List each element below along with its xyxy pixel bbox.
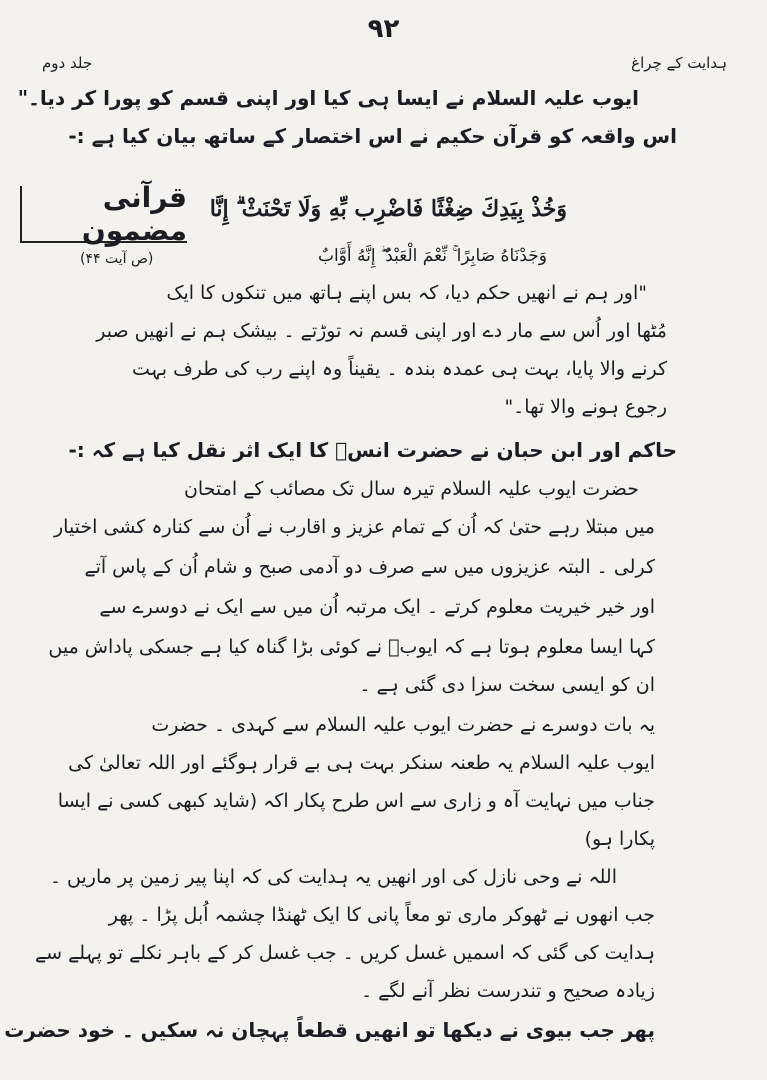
text-line: ایوب علیہ السلام نے ایسا ہی کیا اور اپنی قسم کو پورا کر دیا۔": [17, 86, 639, 110]
translation-line: کرنے والا پایا، بہت ہی عمدہ بندہ ۔ یقیناً وہ اپنے رب کی طرف بہت: [131, 358, 667, 380]
paragraph-line: ہدایت کی گئی کہ اسمیں غسل کریں ۔ جب غسل کر کے باہر نکلے تو پہلے سے: [35, 942, 655, 964]
verse-line: وَجَدْنَاهُ صَابِرًا ۚ نِّعْمَ الْعَبْدُ ۖ إِنَّهُ أَوَّابٌ: [317, 246, 547, 266]
paragraph-line: یہ بات دوسرے نے حضرت ایوب علیہ السلام سے کہدی ۔ حضرت: [151, 714, 655, 736]
translation-line: "اور ہم نے انھیں حکم دیا، کہ بس اپنے ہاتھ میں تنکوں کا ایک: [166, 282, 647, 304]
section-heading-quranic-subject: قرآنی مضمون: [20, 186, 187, 243]
translation-line: رجوع ہونے والا تھا۔": [504, 396, 667, 418]
paragraph-line: اللہ نے وحی نازل کی اور انھیں یہ ہدایت کی کہ اپنا پیر زمین پر ماریں ۔: [49, 866, 617, 888]
paragraph-line: اور خیر خیریت معلوم کرتے ۔ ایک مرتبہ اُن میں سے ایک نے دوسرے سے: [99, 596, 655, 618]
narration-heading: حاکم اور ابن حبان نے حضرت انسؓ کا ایک اثر نقل کیا ہے کہ :-: [68, 438, 677, 462]
paragraph-line: کہا ایسا معلوم ہوتا ہے کہ ایوبؑ نے کوئی بڑا گناہ کیا ہے جسکی پاداش میں: [48, 636, 655, 658]
running-head-book-title: ہدایت کے چراغ: [631, 54, 727, 72]
paragraph-line: کرلی ۔ البتہ عزیزوں میں سے صرف دو آدمی صبح و شام اُن کے پاس آتے: [84, 556, 655, 578]
verse-reference: (ص آیت ۴۴): [80, 251, 154, 267]
translation-line: مُٹھا اور اُس سے مار دے اور اپنی قسم نہ توڑتے ۔ بیشک ہم نے انھیں صبر: [96, 320, 667, 342]
paragraph-line: جب انھوں نے ٹھوکر ماری تو معاً پانی کا ایک ٹھنڈا چشمہ اُبل پڑا ۔ پھر: [108, 904, 655, 926]
running-head-volume: جلد دوم: [42, 54, 93, 72]
page-number: ۹۲: [367, 14, 400, 44]
paragraph-line: ان کو ایسی سخت سزا دی گئی ہے ۔: [359, 674, 655, 696]
paragraph-line: میں مبتلا رہے حتیٰ کہ اُن کے تمام عزیز و اقارب نے اُن سے کنارہ کشی اختیار: [53, 516, 655, 538]
paragraph-line: جناب میں نہایت آہ و زاری سے اس طرح پکار اکہ (شاید کبھی کسی نے ایسا: [57, 790, 655, 812]
paragraph-line: پھر جب بیوی نے دیکھا تو انھیں قطعاً پہچان نہ سکیں ۔ خود حضرت: [4, 1018, 655, 1042]
paragraph-line: حضرت ایوب علیہ السلام تیرہ سال تک مصائب کے امتحان: [183, 478, 639, 500]
paragraph-line: زیادہ صحیح و تندرست نظر آنے لگے ۔: [360, 980, 655, 1002]
verse-line: وَخُذْ بِيَدِكَ ضِغْثًا فَاضْرِب بِّهِ وَلَا تَحْنَثْ ۗ إِنَّا: [209, 196, 567, 222]
paragraph-line: پکارا ہو): [584, 828, 655, 850]
text-line: اس واقعہ کو قرآن حکیم نے اس اختصار کے ساتھ بیان کیا ہے :-: [68, 124, 677, 148]
paragraph-line: ایوب علیہ السلام یہ طعنہ سنکر بہت ہی بے قرار ہوگئے اور اللہ تعالیٰ کی: [68, 752, 655, 774]
